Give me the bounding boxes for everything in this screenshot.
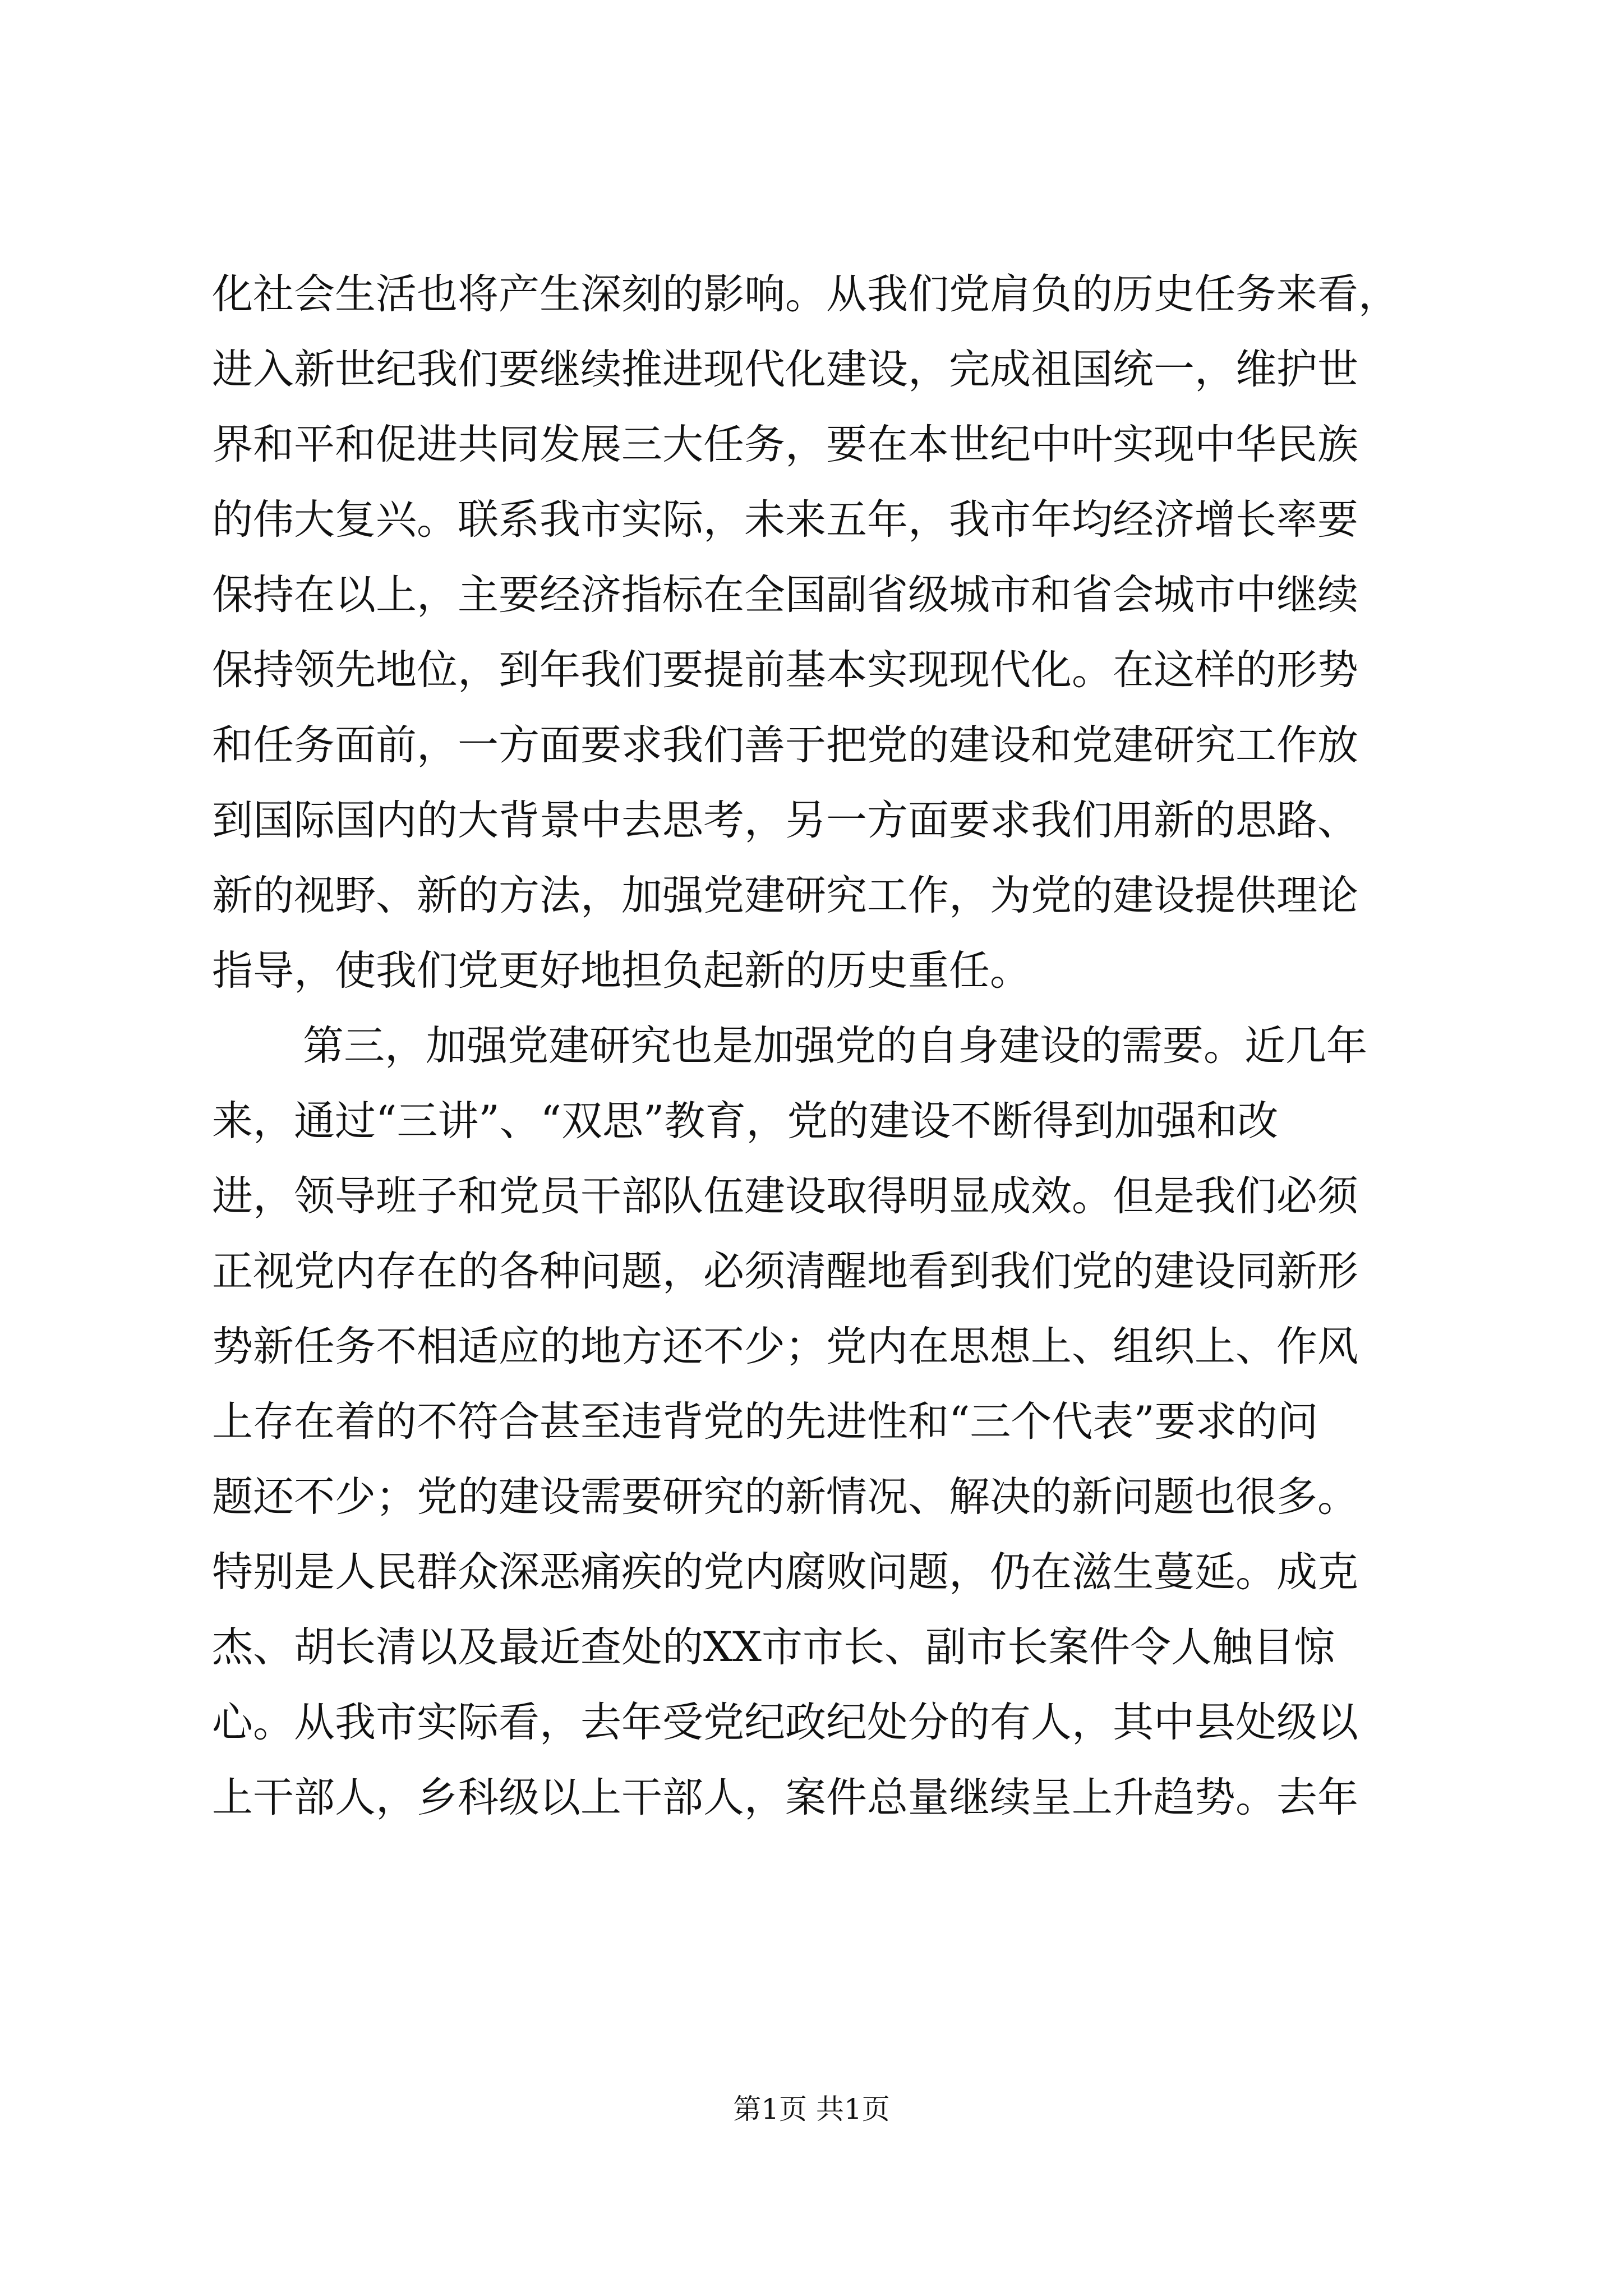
page-number-label: 第1页 共1页	[733, 2093, 890, 2125]
text-line: 进入新世纪我们要继续推进现代化建设，完成祖国统一，维护世	[212, 346, 1358, 393]
text-line: 上干部人，乡科级以上干部人，案件总量继续呈上升趋势。去年	[212, 1774, 1358, 1821]
text-line: 进，领导班子和党员干部队伍建设取得明显成效。但是我们必须	[212, 1172, 1358, 1220]
page-footer	[0, 2092, 1623, 2126]
text-line: 和任务面前，一方面要求我们善于把党的建设和党建研究工作放	[212, 721, 1358, 769]
text-line: 的伟大复兴。联系我市实际，未来五年，我市年均经济增长率要	[212, 496, 1358, 544]
document-body	[212, 257, 1423, 1835]
text-line: 化社会生活也将产生深刻的影响。从我们党肩负的历史任务来看，	[212, 270, 1399, 318]
text-line: 杰、胡长清以及最近查处的XX市市长、副市长案件令人触目惊	[212, 1623, 1335, 1671]
text-line: 保持领先地位，到年我们要提前基本实现现代化。在这样的形势	[212, 646, 1358, 694]
text-line: 来，通过“三讲”、“双思”教育，党的建设不断得到加强和改	[212, 1097, 1279, 1145]
text-line: 界和平和促进共同发展三大任务，要在本世纪中叶实现中华民族	[212, 421, 1358, 468]
text-line: 特别是人民群众深恶痛疾的党内腐败问题，仍在滋生蔓延。成克	[212, 1548, 1358, 1596]
text-line: 新的视野、新的方法，加强党建研究工作，为党的建设提供理论	[212, 872, 1358, 919]
text-line: 保持在以上，主要经济指标在全国副省级城市和省会城市中继续	[212, 571, 1358, 619]
text-line: 势新任务不相适应的地方还不少；党内在思想上、组织上、作风	[212, 1323, 1358, 1370]
text-line: 指导，使我们党更好地担负起新的历史重任。	[212, 947, 1031, 995]
text-line: 题还不少；党的建设需要研究的新情况、解决的新问题也很多。	[212, 1473, 1358, 1521]
paragraph-start-line: 第三，加强党建研究也是加强党的自身建设的需要。近几年	[303, 1022, 1367, 1070]
text-line: 正视党内存在的各种问题，必须清醒地看到我们党的建设同新形	[212, 1248, 1358, 1295]
text-line: 上存在着的不符合甚至违背党的先进性和“三个代表”要求的问	[212, 1398, 1318, 1446]
text-line: 心。从我市实际看，去年受党纪政纪处分的有人，其中县处级以	[212, 1699, 1358, 1746]
text-line: 到国际国内的大背景中去思考，另一方面要求我们用新的思路、	[212, 797, 1358, 844]
